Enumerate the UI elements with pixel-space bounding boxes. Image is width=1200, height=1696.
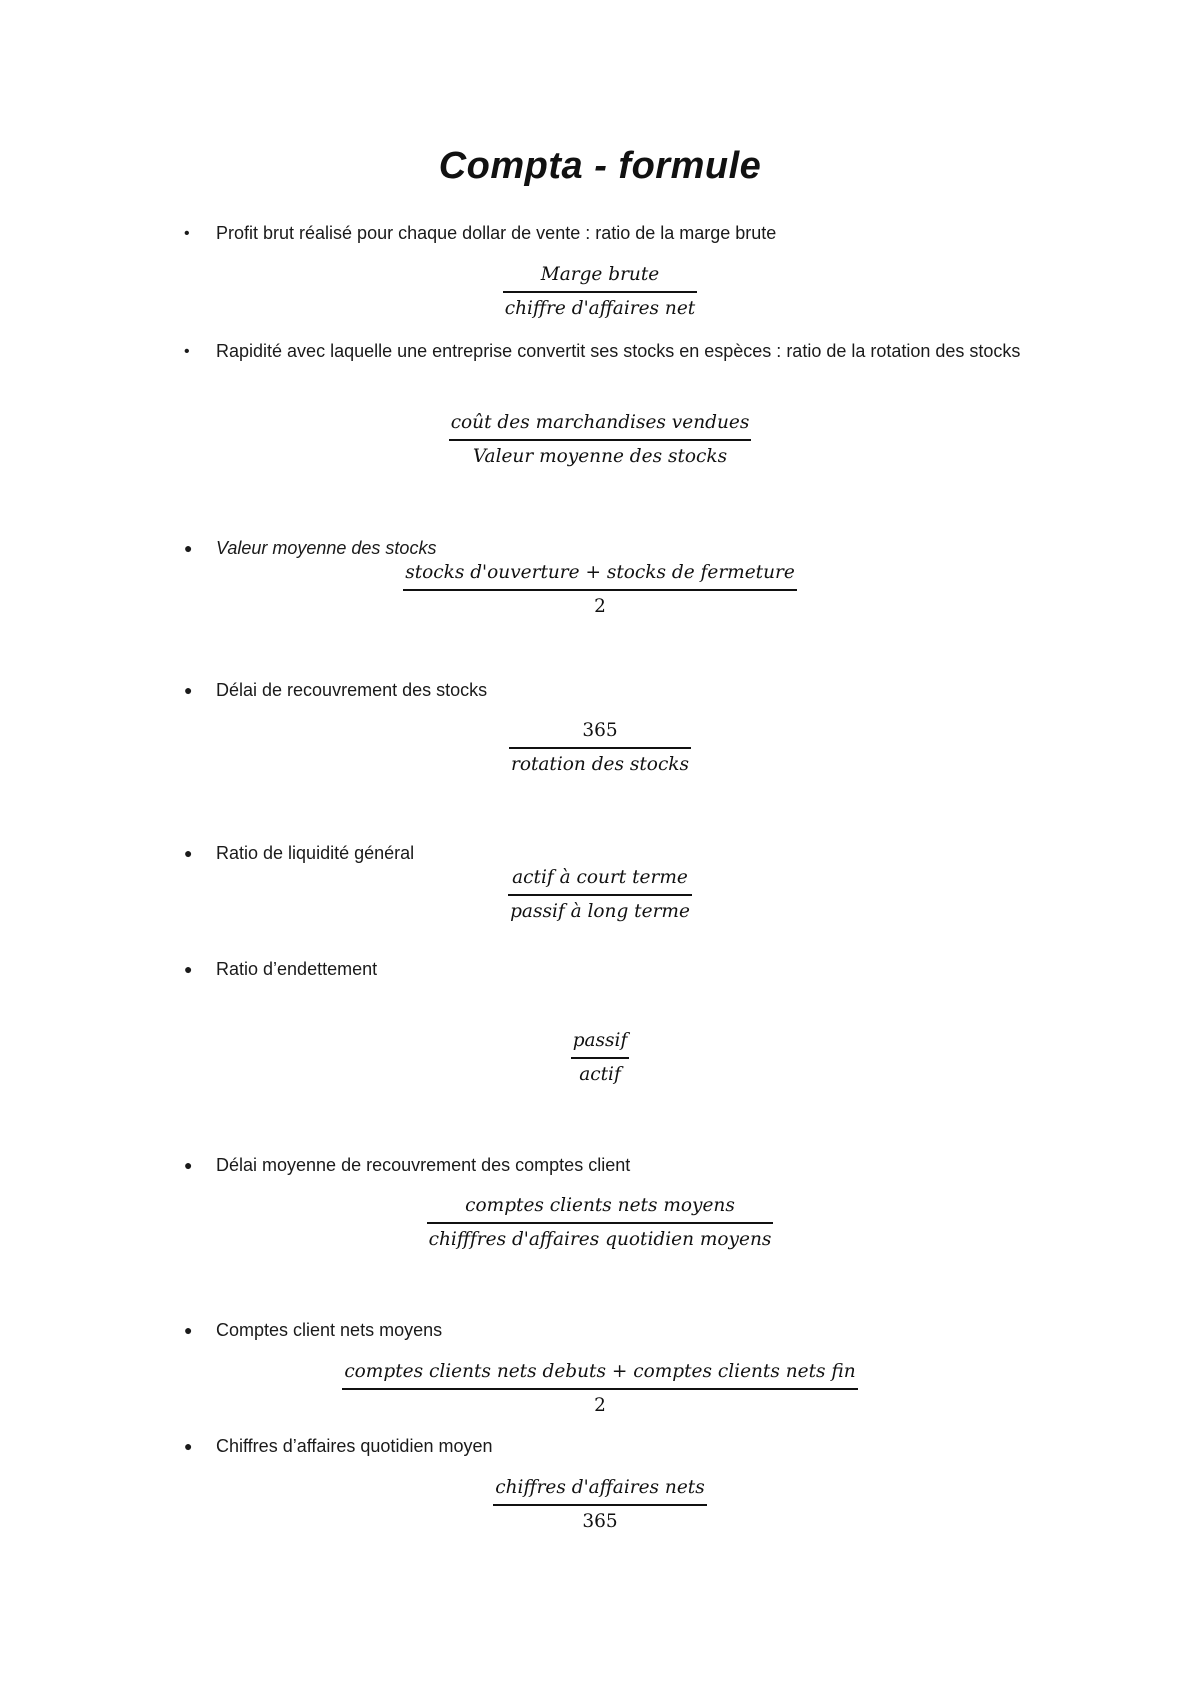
formula: [0, 262, 1200, 322]
item-label: Ratio de liquidité général: [216, 843, 415, 863]
formula-denominator: 2: [594, 1395, 606, 1416]
bullet-icon: •: [184, 343, 190, 360]
bullet-icon: ●: [184, 845, 193, 861]
formula-denominator: 2: [594, 596, 606, 617]
item-label: Délai de recouvrement des stocks: [216, 680, 488, 700]
item-label: Ratio d’endettement: [216, 959, 378, 979]
list-item: [184, 219, 1064, 248]
formula-numerator: comptes clients nets moyens: [427, 1193, 774, 1224]
list-item: [184, 676, 1064, 705]
formula: [0, 1475, 1200, 1535]
formula: [0, 560, 1200, 620]
formula: [0, 718, 1200, 778]
formula-denominator: Valeur moyenne des stocks: [472, 446, 728, 467]
formula-numerator: coût des marchandises vendues: [449, 410, 752, 441]
formula-denominator: chiffre d'affaires net: [504, 298, 696, 319]
formula: [0, 410, 1200, 470]
formula: [0, 1193, 1200, 1253]
formula-numerator: stocks d'ouverture + stocks de fermeture: [403, 560, 797, 591]
list-item: [184, 337, 1064, 366]
page-title: Compta - formule: [438, 145, 762, 187]
formula-denominator: rotation des stocks: [510, 754, 690, 775]
bullet-icon: •: [184, 225, 190, 242]
item-label: Comptes client nets moyens: [216, 1320, 443, 1340]
list-item: [184, 1432, 1064, 1461]
formula-denominator: passif à long terme: [510, 901, 690, 922]
bullet-icon: ●: [184, 961, 193, 977]
formula-numerator: passif: [571, 1028, 630, 1059]
formula: [0, 865, 1200, 925]
item-label: Valeur moyenne des stocks: [216, 538, 437, 558]
list-item: [184, 839, 1064, 868]
bullet-icon: ●: [184, 682, 193, 698]
list-item: [184, 1316, 1064, 1345]
bullet-icon: ●: [184, 1322, 193, 1338]
item-label: Rapidité avec laquelle une entreprise convertit ses stocks en espèces : ratio de la rotation des stocks: [216, 341, 1021, 361]
item-label: Délai moyenne de recouvrement des comptes client: [216, 1155, 631, 1175]
formula-numerator: Marge brute: [503, 262, 697, 293]
formula-numerator: chiffres d'affaires nets: [493, 1475, 706, 1506]
list-item: [184, 534, 1064, 563]
formula-denominator: chifffres d'affaires quotidien moyens: [428, 1229, 772, 1250]
formula-denominator: 365: [582, 1511, 618, 1532]
item-label: Chiffres d’affaires quotidien moyen: [216, 1436, 493, 1456]
item-label: Profit brut réalisé pour chaque dollar de vente : ratio de la marge brute: [216, 223, 777, 243]
formula-numerator: actif à court terme: [508, 865, 692, 896]
bullet-icon: ●: [184, 540, 193, 556]
list-item: [184, 1151, 1064, 1180]
bullet-icon: ●: [184, 1157, 193, 1173]
formula: [0, 1359, 1200, 1419]
list-item: [184, 955, 1064, 984]
formula-denominator: actif: [579, 1064, 621, 1085]
formula-numerator: 365: [509, 718, 691, 749]
bullet-icon: ●: [184, 1438, 193, 1454]
formula-numerator: comptes clients nets debuts + comptes clients nets fin: [342, 1359, 857, 1390]
formula: [0, 1028, 1200, 1088]
